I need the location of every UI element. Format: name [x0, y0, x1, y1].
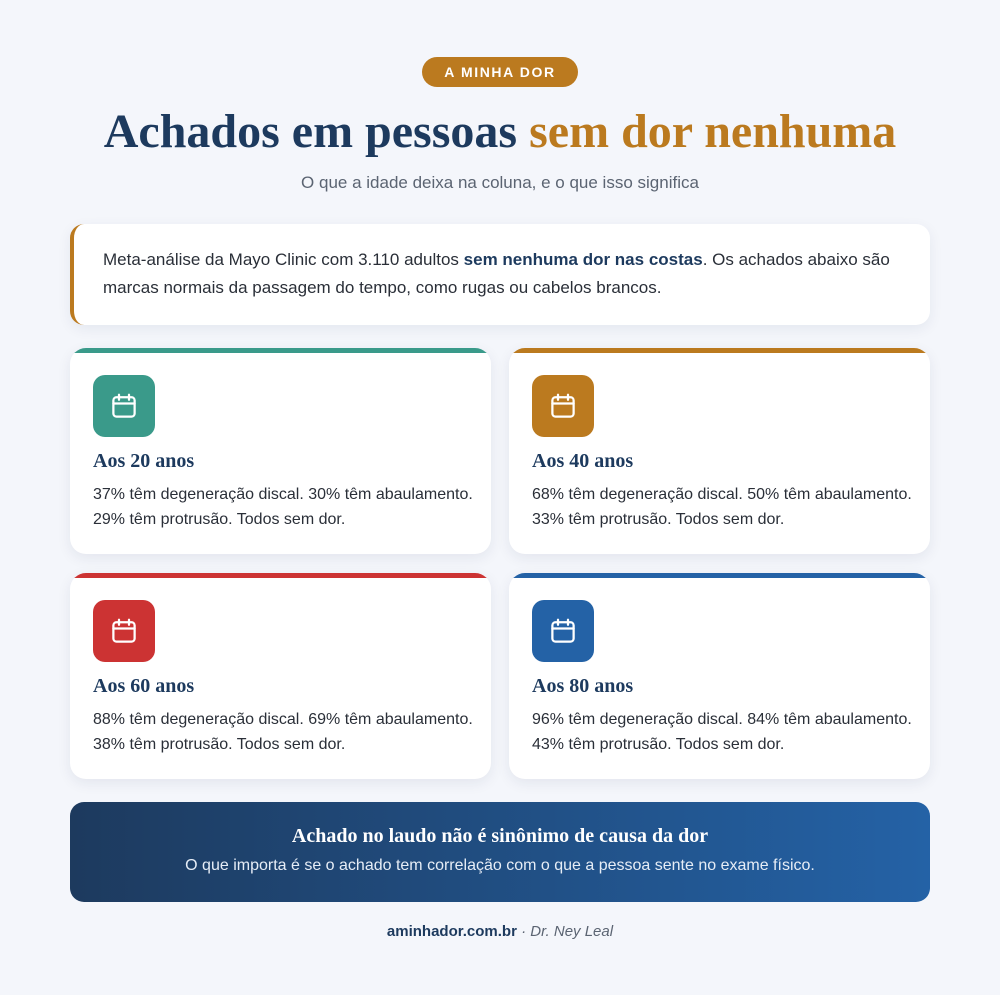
card-text: 88% têm degeneração discal. 69% têm abaulamento. 38% têm protrusão. Todos sem dor.	[93, 711, 473, 753]
card-icon-box	[532, 600, 594, 662]
footer	[0, 923, 1000, 940]
header-badge: A MINHA DOR	[422, 57, 577, 87]
card-title: Aos 80 anos	[532, 675, 634, 697]
card-accent-bar	[509, 573, 930, 578]
page-subtitle: O que a idade deixa na coluna, e o que isso significa	[301, 173, 699, 192]
page-title	[0, 102, 1000, 162]
conclusion-banner	[70, 802, 930, 902]
age-card-40	[509, 348, 930, 554]
card-title: Aos 60 anos	[93, 675, 195, 697]
card-title: Aos 20 anos	[93, 450, 195, 472]
intro-text-bold: sem nenhuma dor nas costas	[463, 250, 703, 269]
card-text: 37% têm degeneração discal. 30% têm abaulamento. 29% têm protrusão. Todos sem dor.	[93, 486, 473, 528]
calendar-icon	[548, 391, 578, 421]
banner-title: Achado no laudo não é sinônimo de causa da dor	[291, 825, 709, 847]
age-card-80	[509, 573, 930, 779]
card-title: Aos 40 anos	[532, 450, 634, 472]
header-badge-wrap	[0, 57, 1000, 87]
intro-text-start: Meta-análise da Mayo Clinic com 3.110 adultos	[103, 250, 464, 269]
calendar-icon	[109, 616, 139, 646]
age-card-20	[70, 348, 491, 554]
card-icon-box	[93, 600, 155, 662]
card-text: 96% têm degeneração discal. 84% têm abaulamento. 43% têm protrusão. Todos sem dor.	[532, 711, 912, 753]
banner-text: O que importa é se o achado tem correlação com o que a pessoa sente no exame físico.	[185, 857, 815, 874]
card-icon-box	[93, 375, 155, 437]
calendar-icon	[548, 616, 578, 646]
intro-text-end: . Os achados abaixo são marcas normais da passagem do tempo, como rugas ou cabelos brancos.	[103, 250, 890, 297]
footer-site: aminhador.com.br	[386, 923, 517, 940]
footer-author: · Dr. Ney Leal	[516, 923, 614, 940]
title-accent: sem dor nenhuma	[529, 105, 897, 158]
calendar-icon	[109, 391, 139, 421]
card-accent-bar	[70, 348, 491, 353]
title-main: Achados em pessoas	[103, 105, 530, 158]
card-text: 68% têm degeneração discal. 50% têm abaulamento. 33% têm protrusão. Todos sem dor.	[532, 486, 912, 528]
intro-callout	[70, 224, 930, 325]
age-card-60	[70, 573, 491, 779]
card-accent-bar	[70, 573, 491, 578]
card-accent-bar	[509, 348, 930, 353]
card-icon-box	[532, 375, 594, 437]
